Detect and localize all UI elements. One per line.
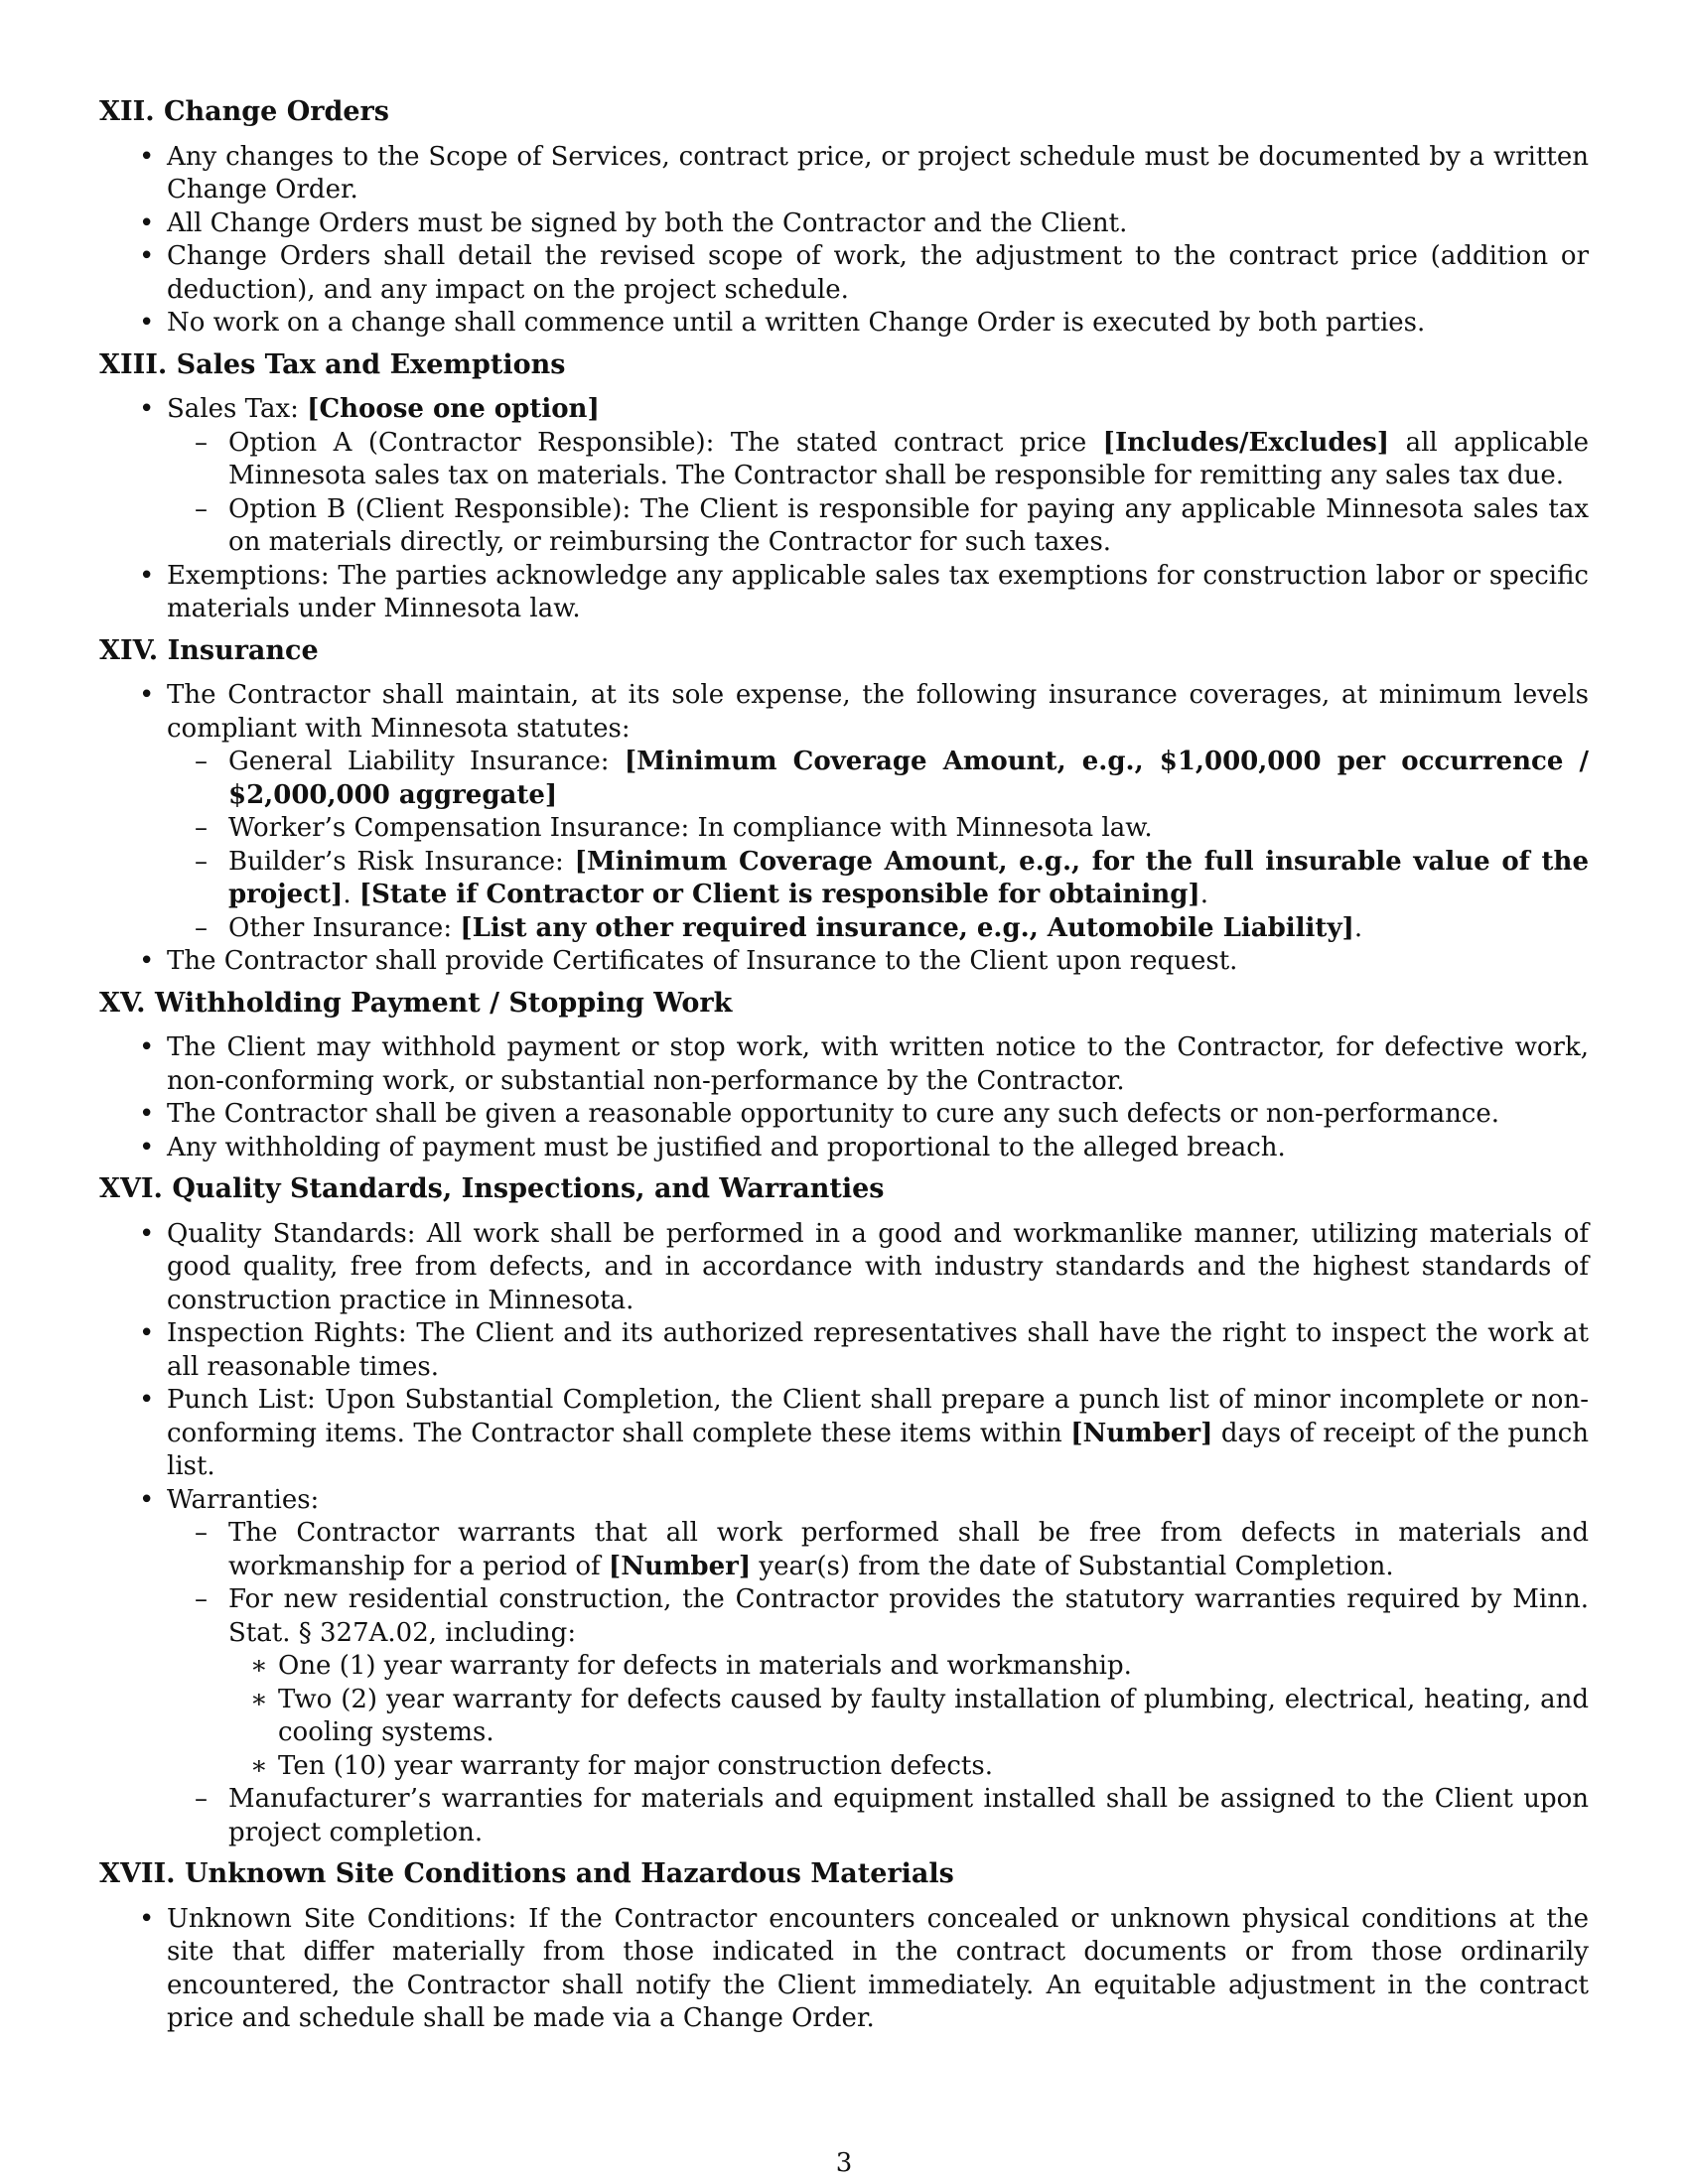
list-item xyxy=(99,1484,1589,1850)
section-heading: XVI. Quality Standards, Inspections, and Warranties xyxy=(99,1173,885,1204)
section-unknown-site-conditions xyxy=(99,1857,1589,2036)
sub-list-item: – Manufacturer’s warranties for materials and equipment installed shall be assigned to the Client upon project completion. xyxy=(167,1783,1589,1849)
list-item: • Change Orders shall detail the revised scope of work, the adjustment to the contract price (addition or deduction), and any impact on the project schedule. xyxy=(99,240,1589,307)
sub-sub-list-item: ∗ Two (2) year warranty for defects caused by faulty installation of plumbing, electrical, heating, and cooling systems. xyxy=(228,1684,1589,1750)
list-item: • Exemptions: The parties acknowledge any applicable sales tax exemptions for construction labor or specific materials under Minnesota law. xyxy=(99,560,1589,626)
item-label: Warranties: xyxy=(167,1484,320,1515)
item-text: Option A (Contractor Responsible): The stated contract price xyxy=(228,427,1103,458)
list-item xyxy=(99,393,1589,560)
list-item: • All Change Orders must be signed by both the Contractor and the Client. xyxy=(99,207,1589,241)
item-text: For new residential construction, the Contractor provides the statutory warranties required by Minn. Stat. § 327A.02, including: xyxy=(228,1584,1589,1648)
list-item: • No work on a change shall commence until a written Change Order is executed by both parties. xyxy=(99,307,1589,341)
section-heading: XIV. Insurance xyxy=(99,634,319,666)
item-text: days of receipt of the punch list. xyxy=(167,1418,1589,1481)
document-page xyxy=(99,95,1589,2044)
item-text: General Liability Insurance: xyxy=(228,747,625,776)
list-item xyxy=(99,1384,1589,1484)
item-text: . xyxy=(1353,912,1363,943)
list-item: • The Contractor shall provide Certificates of Insurance to the Client upon request. xyxy=(99,945,1589,979)
sub-list-item: – Option B (Client Responsible): The Client is responsible for paying any applicable Minnesota sales tax on materials directly, or reimbursing the Contractor for such taxes. xyxy=(167,493,1589,560)
bullet-list xyxy=(99,393,1589,626)
item-text: . xyxy=(1199,880,1208,909)
bullet-list xyxy=(99,679,1589,979)
list-item: • Unknown Site Conditions: If the Contractor encounters concealed or unknown physical conditions at the site that differ materially from those indicated in the contract documents or from those ordinarily encountered, the Contractor shall notify the Client immediately. An equitable adjustment in the contract price and schedule shall be made via a Change Order. xyxy=(99,1903,1589,2036)
placeholder-text: [State if Contractor or Client is responsible for obtaining] xyxy=(358,880,1200,909)
section-sales-tax xyxy=(99,348,1589,626)
item-text: Punch List: Upon Substantial Completion, the Client shall prepare a punch list of minor incomplete or non-conforming items. The Contractor shall complete these items within xyxy=(167,1385,1589,1448)
placeholder-text: [Minimum Coverage Amount, e.g., $1,000,000 per occurrence / $2,000,000 aggregate] xyxy=(228,747,1590,810)
sub-list xyxy=(167,1517,1589,1849)
placeholder-text: [Number] xyxy=(1070,1418,1213,1448)
section-insurance xyxy=(99,634,1589,979)
section-heading: XVII. Unknown Site Conditions and Hazardous Materials xyxy=(99,1858,954,1889)
placeholder-text: [Choose one option] xyxy=(307,394,600,424)
list-item: • The Contractor shall be given a reasonable opportunity to cure any such defects or non-performance. xyxy=(99,1098,1589,1132)
section-heading: XIII. Sales Tax and Exemptions xyxy=(99,348,566,380)
bullet-list xyxy=(99,1218,1589,1850)
bullet-list xyxy=(99,141,1589,341)
item-text: year(s) from the date of Substantial Completion. xyxy=(751,1551,1394,1581)
item-text: all applicable Minnesota sales tax on materials. The Contractor shall be responsible for remitting any sales tax due. xyxy=(228,427,1589,490)
bullet-list xyxy=(99,1903,1589,2036)
item-text: The Contractor shall maintain, at its sole expense, the following insurance coverages, at minimum levels compliant with Minnesota statutes: xyxy=(167,680,1589,744)
item-text: Other Insurance: xyxy=(228,912,461,943)
sub-sub-list-item: ∗ One (1) year warranty for defects in materials and workmanship. xyxy=(228,1650,1589,1684)
sub-list-item xyxy=(167,912,1589,946)
sub-list-item xyxy=(167,1517,1589,1583)
list-item: • Quality Standards: All work shall be performed in a good and workmanlike manner, utilizing materials of good quality, free from defects, and in accordance with industry standards and the highest standards of construction practice in Minnesota. xyxy=(99,1218,1589,1318)
page-number: 3 xyxy=(835,2148,853,2178)
section-withholding xyxy=(99,987,1589,1165)
sub-sub-list-item: ∗ Ten (10) year warranty for major construction defects. xyxy=(228,1750,1589,1784)
section-heading: XV. Withholding Payment / Stopping Work xyxy=(99,987,733,1019)
list-item: • Any withholding of payment must be justified and proportional to the alleged breach. xyxy=(99,1132,1589,1165)
item-text: . xyxy=(343,880,359,909)
sub-list-item xyxy=(167,427,1589,493)
sub-list xyxy=(167,427,1589,560)
placeholder-text: [List any other required insurance, e.g., Automobile Liability] xyxy=(460,912,1354,943)
list-item: • The Client may withhold payment or stop work, with written notice to the Contractor, for defective work, non-conforming work, or substantial non-performance by the Contractor. xyxy=(99,1031,1589,1098)
sub-list-item xyxy=(167,846,1589,912)
placeholder-text: [Number] xyxy=(608,1551,752,1581)
list-item: • Inspection Rights: The Client and its authorized representatives shall have the right to inspect the work at all reasonable times. xyxy=(99,1317,1589,1384)
sub-list-item: – Worker’s Compensation Insurance: In compliance with Minnesota law. xyxy=(167,812,1589,846)
sub-sub-list xyxy=(228,1650,1589,1783)
section-change-orders xyxy=(99,95,1589,341)
list-item: • Any changes to the Scope of Services, contract price, or project schedule must be documented by a written Change Order. xyxy=(99,141,1589,207)
placeholder-text: [Minimum Coverage Amount, e.g., for the full insurable value of the project] xyxy=(228,846,1589,909)
item-text: Builder’s Risk Insurance: xyxy=(228,846,575,877)
item-label: Sales Tax: xyxy=(167,394,308,424)
placeholder-text: [Includes/Excludes] xyxy=(1102,427,1390,458)
list-item xyxy=(99,679,1589,945)
sub-list xyxy=(167,746,1589,945)
item-text: The Contractor warrants that all work performed shall be free from defects in materials and workmanship for a period of xyxy=(228,1518,1589,1581)
section-heading: XII. Change Orders xyxy=(99,96,389,127)
section-quality-warranties xyxy=(99,1172,1589,1849)
sub-list-item xyxy=(167,1583,1589,1783)
bullet-list xyxy=(99,1031,1589,1164)
sub-list-item xyxy=(167,746,1589,812)
